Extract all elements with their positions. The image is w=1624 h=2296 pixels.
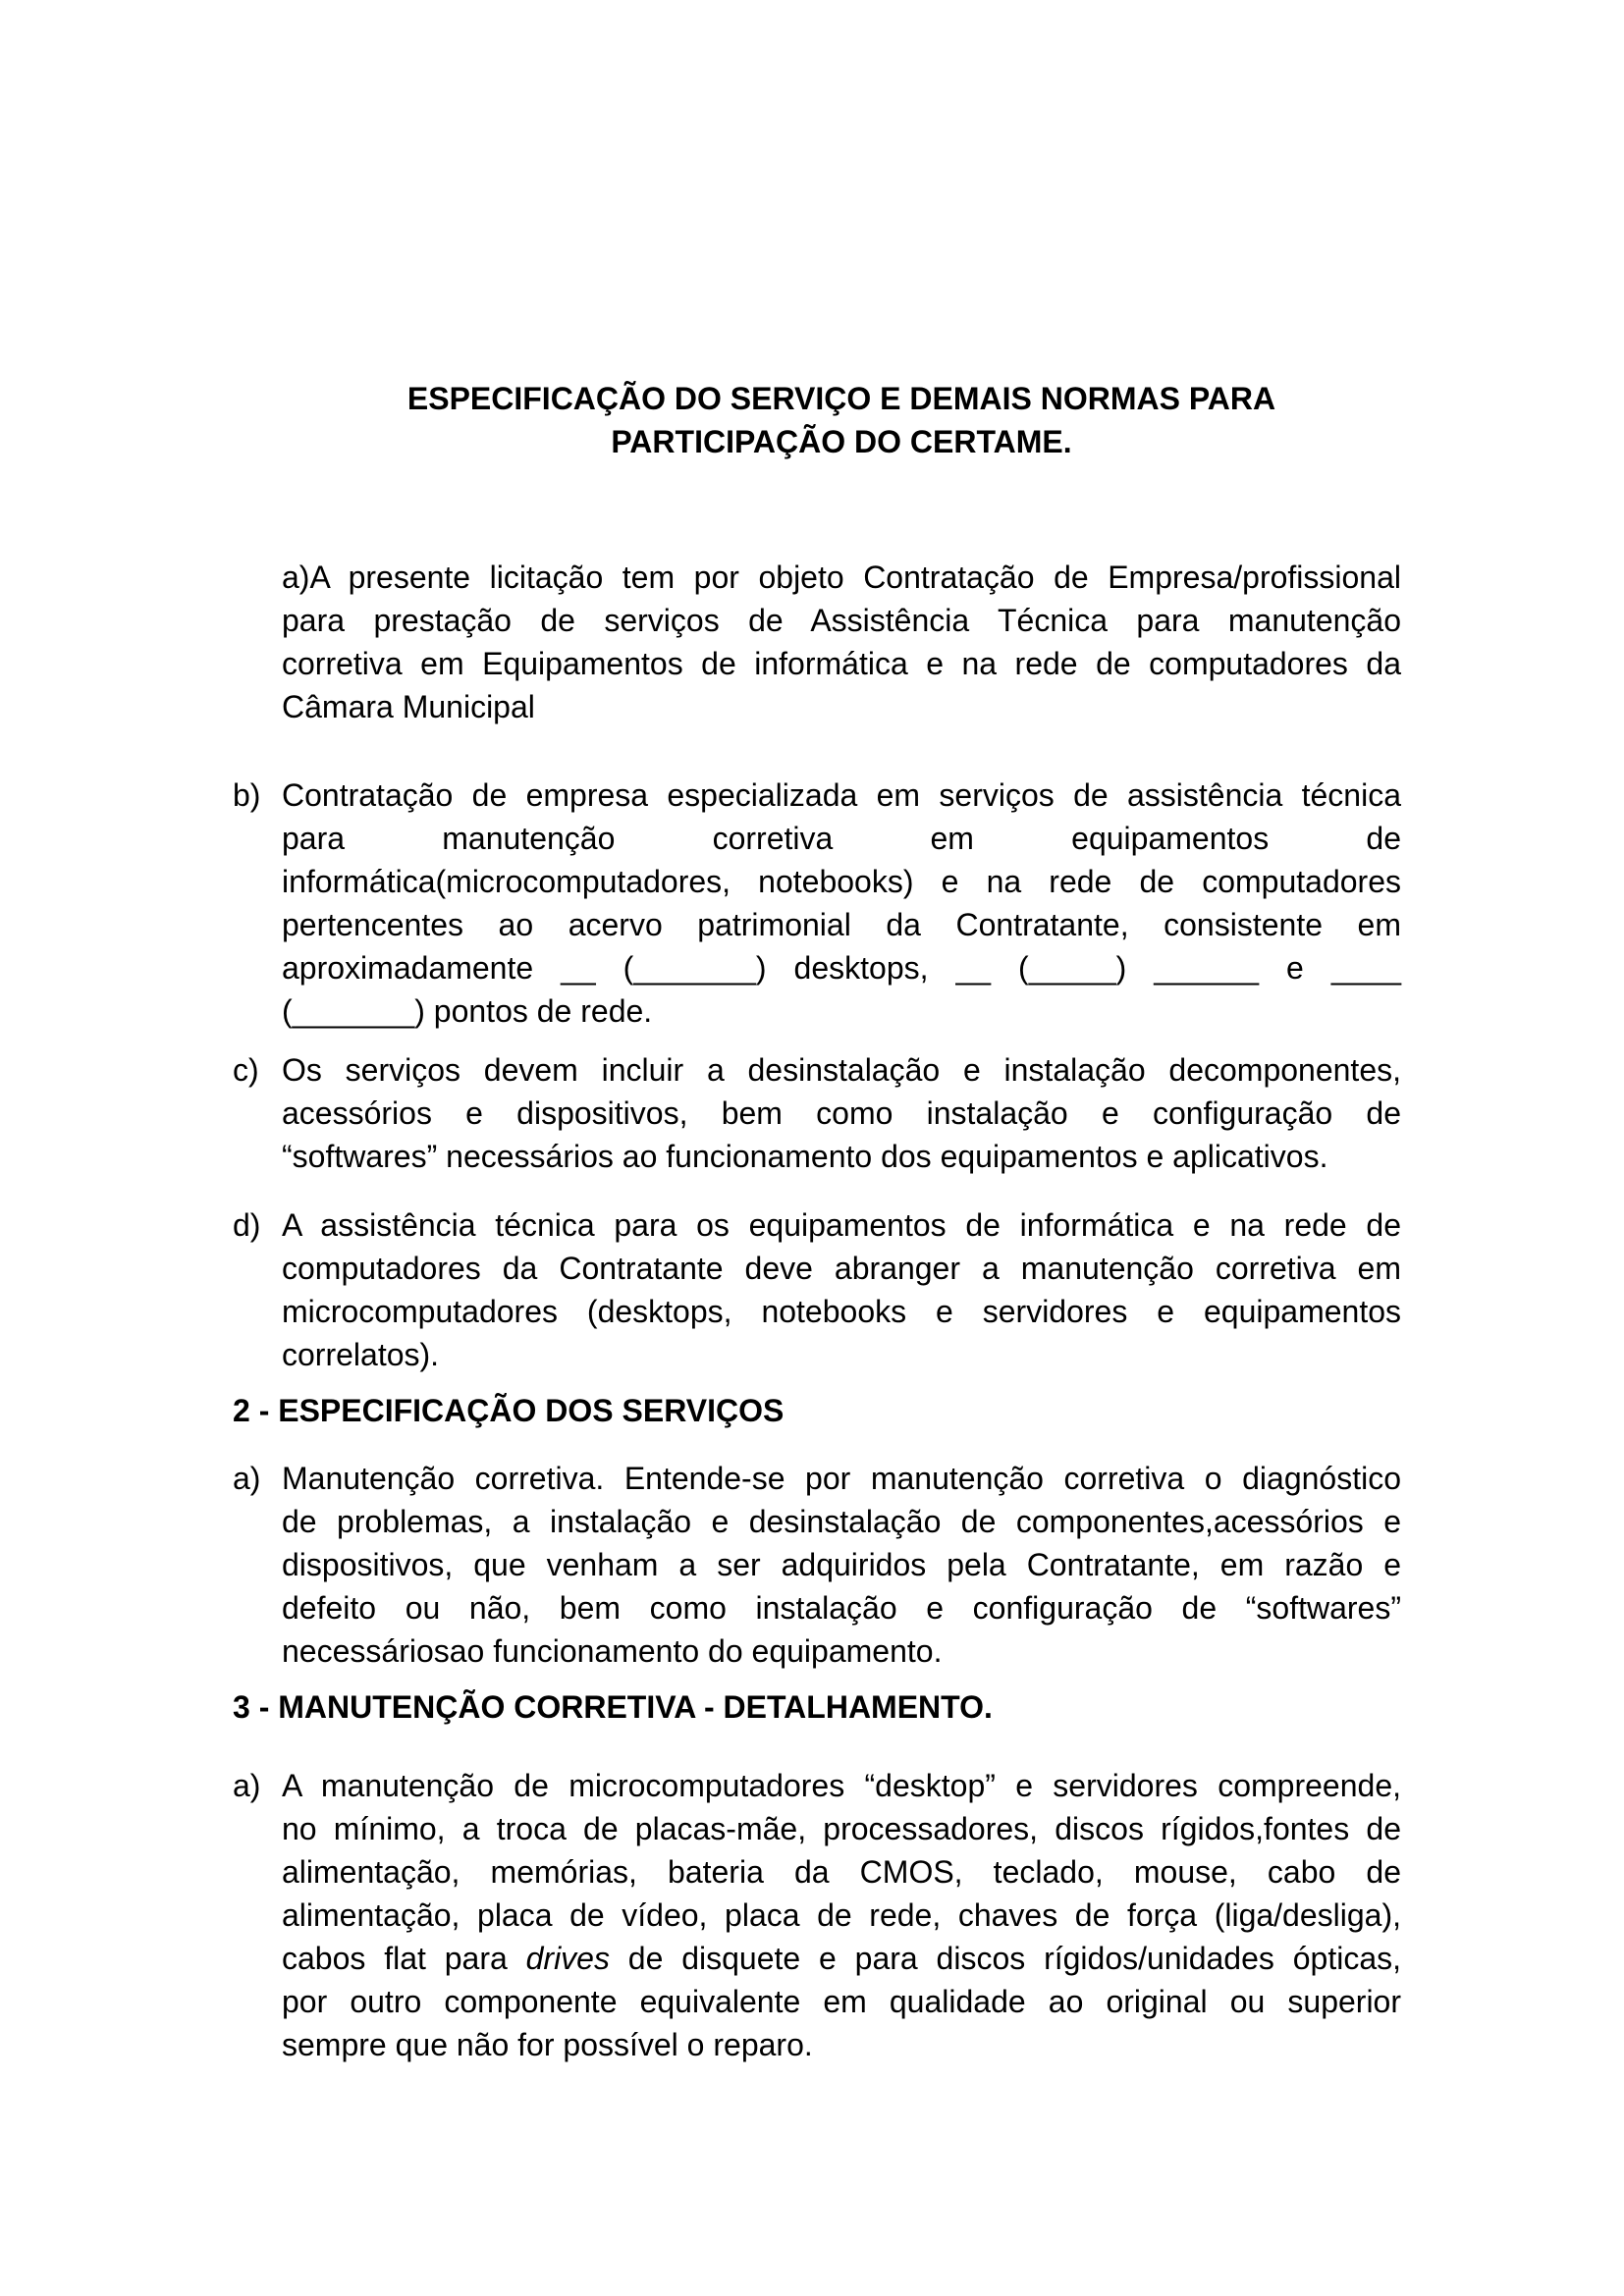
- paragraph-line: informática(microcomputadores, notebooks) e na rede de computadores: [282, 864, 1401, 899]
- paragraph-line: Câmara Municipal: [282, 689, 535, 724]
- list-marker-3a: a): [233, 1768, 261, 1803]
- paragraph-line: corretiva em Equipamentos de informática e na rede de computadores da: [282, 646, 1401, 681]
- paragraph-line: Manutenção corretiva. Entende-se por manutenção corretiva o diagnóstico: [282, 1461, 1401, 1496]
- paragraph-line: Os serviços devem incluir a desinstalação e instalação decomponentes,: [282, 1052, 1401, 1088]
- paragraph-line: correlatos).: [282, 1337, 440, 1372]
- list-marker-d: d): [233, 1207, 261, 1243]
- section-heading-3: 3 - MANUTENÇÃO CORRETIVA - DETALHAMENTO.: [233, 1689, 993, 1725]
- paragraph-3a: [233, 1764, 1401, 2066]
- paragraph-line: “softwares” necessários ao funcionamento dos equipamentos e aplicativos.: [282, 1139, 1328, 1174]
- paragraph-line: por outro componente equivalente em qualidade ao original ou superior: [282, 1984, 1401, 2019]
- paragraph-d: [233, 1203, 1401, 1376]
- paragraph-line: necessáriosao funcionamento do equipamento.: [282, 1633, 943, 1669]
- paragraph-line: alimentação, memórias, bateria da CMOS, teclado, mouse, cabo de: [282, 1854, 1401, 1890]
- italic-word: drives: [525, 1941, 610, 1976]
- paragraph-line-italic: [282, 1937, 1401, 1980]
- line-prefix: cabos flat para: [282, 1941, 526, 1976]
- paragraph-line: para prestação de serviços de Assistência Técnica para manutenção: [282, 603, 1401, 638]
- paragraph-line: defeito ou não, bem como instalação e configuração de “softwares”: [282, 1590, 1401, 1626]
- paragraph-line-with-blanks: (_______) pontos de rede.: [282, 993, 653, 1029]
- paragraph-line: alimentação, placa de vídeo, placa de rede, chaves de força (liga/desliga),: [282, 1897, 1401, 1933]
- paragraph-line: sempre que não for possível o reparo.: [282, 2027, 813, 2062]
- document-title: [282, 377, 1401, 463]
- paragraph-line: no mínimo, a troca de placas-mãe, processadores, discos rígidos,fontes de: [282, 1811, 1401, 1846]
- paragraph-line: acessórios e dispositivos, bem como instalação e configuração de: [282, 1095, 1401, 1131]
- list-marker-c: c): [233, 1052, 259, 1088]
- paragraph-line: A assistência técnica para os equipamentos de informática e na rede de: [282, 1207, 1401, 1243]
- list-marker-2a: a): [233, 1461, 261, 1496]
- paragraph-line: pertencentes ao acervo patrimonial da Contratante, consistente em: [282, 907, 1401, 942]
- section-heading-2: 2 - ESPECIFICAÇÃO DOS SERVIÇOS: [233, 1393, 785, 1428]
- paragraph-line: computadores da Contratante deve abranger a manutenção corretiva em: [282, 1251, 1401, 1286]
- line-suffix: de disquete e para discos rígidos/unidades ópticas,: [609, 1941, 1401, 1976]
- paragraph-line: A manutenção de microcomputadores “desktop” e servidores compreende,: [282, 1768, 1401, 1803]
- list-marker-b: b): [233, 777, 261, 813]
- paragraph-line-with-blanks: aproximadamente __ (_______) desktops, __ (_____) ______ e ____: [282, 950, 1401, 986]
- paragraph-line: microcomputadores (desktops, notebooks e servidores e equipamentos: [282, 1294, 1401, 1329]
- title-line-2: PARTICIPAÇÃO DO CERTAME.: [611, 424, 1072, 459]
- title-line-1: ESPECIFICAÇÃO DO SERVIÇO E DEMAIS NORMAS PARA: [406, 381, 1276, 416]
- paragraph-line: Contratação de empresa especializada em serviços de assistência técnica: [282, 777, 1401, 813]
- paragraph-a: [282, 556, 1401, 728]
- paragraph-line: dispositivos, que venham a ser adquiridos pela Contratante, em razão e: [282, 1547, 1401, 1582]
- paragraph-line: para manutenção corretiva em equipamentos de: [282, 821, 1401, 856]
- paragraph-line: a)A presente licitação tem por objeto Contratação de Empresa/profissional: [282, 560, 1401, 595]
- paragraph-line: de problemas, a instalação e desinstalação de componentes,acessórios e: [282, 1504, 1401, 1539]
- paragraph-b: [233, 774, 1401, 1033]
- paragraph-c: [233, 1048, 1401, 1178]
- paragraph-2a: [233, 1457, 1401, 1673]
